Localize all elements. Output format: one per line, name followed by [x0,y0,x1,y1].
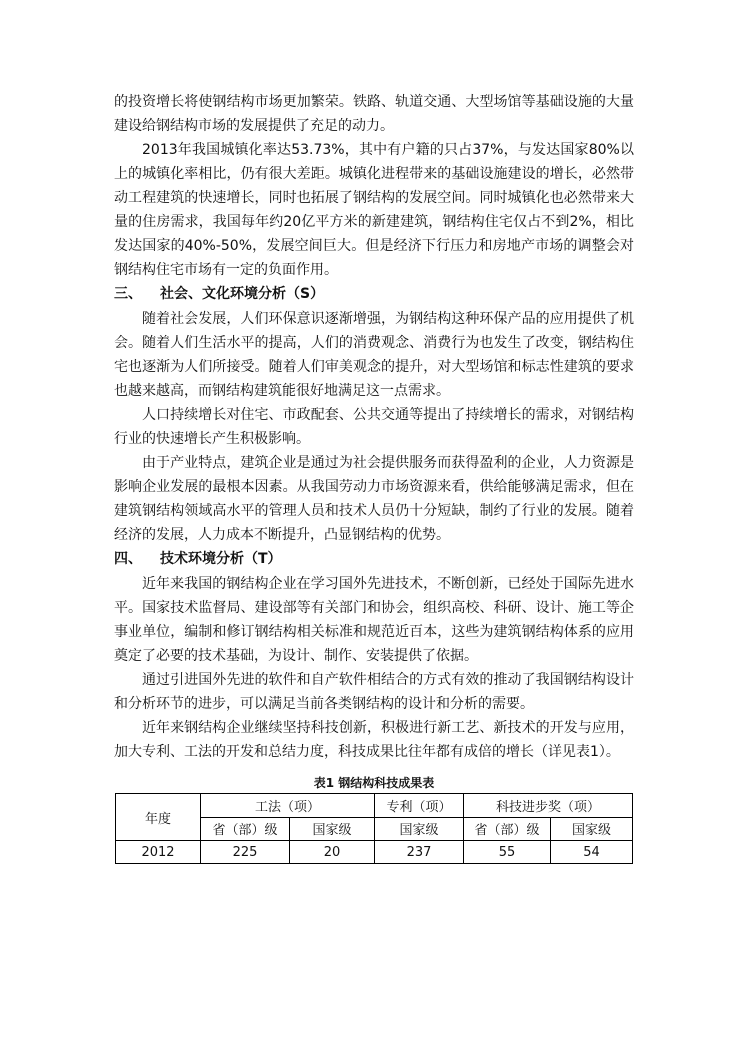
section-number: 四、 [114,551,142,567]
subheader-method-provincial: 省（部）级 [201,817,290,841]
paragraph-advanced-tech: 近年来我国的钢结构企业在学习国外先进技术，不断创新，已经处于国际先进水平。国家技术监督局、建设部等有关部门和协会，组织高校、科研、设计、施工等企事业单位，编制和修订钢结构相关标准和规范近百本，这些为建筑钢结构体系的应用奠定了必要的技术基础，为设计、制作、安装提供了依据。 [114,576,634,664]
subheader-award-provincial: 省（部）级 [464,817,551,841]
table-caption: 表1 钢结构科技成果表 [313,776,435,790]
paragraph-investment: 的投资增长将使钢结构市场更加繁荣。铁路、轨道交通、大型场馆等基础设施的大量建设给钢结构市场的发展提供了充足的动力。 [114,94,634,134]
cell-patent-national: 237 [375,841,464,864]
paragraph-innovation: 近年来钢结构企业继续坚持科技创新，积极进行新工艺、新技术的开发与应用，加大专利、工法的开发和总结力度，科技成果比往年都有成倍的增长（详见表1）。 [114,720,634,760]
section-title: 社会、文化环境分析（S） [160,286,325,302]
paragraph-environment-awareness: 随着社会发展，人们环保意识逐渐增强，为钢结构这种环保产品的应用提供了机会。随着人们生活水平的提高，人们的消费观念、消费行为也发生了改变，钢结构住宅也逐渐为人们所接受。随着人们审美观念的提升，对大型场馆和标志性建筑的要求也越来越高，而钢结构建筑能很好地满足这一点需求。 [114,311,634,399]
header-year: 年度 [116,794,201,841]
table-header-row [116,794,633,818]
section-title: 技术环境分析（T） [160,551,282,567]
header-patent-group: 专利（项） [375,794,464,818]
paragraph-population: 人口持续增长对住宅、市政配套、公共交通等提出了持续增长的需求，对钢结构行业的快速增长产生积极影响。 [114,407,634,447]
subheader-award-national: 国家级 [551,817,633,841]
header-award-group: 科技进步奖（项） [464,794,633,818]
achievements-table [115,793,633,864]
cell-method-provincial: 225 [201,841,290,864]
section-heading-technology [114,547,634,572]
header-method-group: 工法（项） [201,794,375,818]
cell-award-national: 54 [551,841,633,864]
cell-method-national: 20 [290,841,375,864]
paragraph-human-resources: 由于产业特点，建筑企业是通过为社会提供服务而获得盈利的企业，人力资源是影响企业发展的最根本因素。从我国劳动力市场资源来看，供给能够满足需求，但在建筑钢结构领域高水平的管理人员和技术人员仍十分短缺，制约了行业的发展。随着经济的发展，人力成本不断提升，凸显钢结构的优势。 [114,455,634,543]
cell-award-provincial: 55 [464,841,551,864]
subheader-method-national: 国家级 [290,817,375,841]
paragraph-software: 通过引进国外先进的软件和自产软件相结合的方式有效的推动了我国钢结构设计和分析环节的进步，可以满足当前各类钢结构的设计和分析的需要。 [114,672,634,712]
section-heading-social [114,282,634,307]
cell-year: 2012 [116,841,201,864]
table-row [116,841,633,864]
subheader-patent-national: 国家级 [375,817,464,841]
document-body [114,90,634,864]
paragraph-urbanization: 2013年我国城镇化率达53.73%，其中有户籍的只占37%，与发达国家80%以上的城镇化率相比，仍有很大差距。城镇化进程带来的基础设施建设的增长，必然带动工程建筑的快速增长，同时也拓展了钢结构的发展空间。同时城镇化也必然带来大量的住房需求，我国每年约20亿平方米的新建建筑，钢结构住宅仅占不到2%，相比发达国家的40%-50%，发展空间巨大。但是经济下行压力和房地产市场的调整会对钢结构住宅市场有一定的负面作用。 [114,142,634,278]
section-number: 三、 [114,286,142,302]
